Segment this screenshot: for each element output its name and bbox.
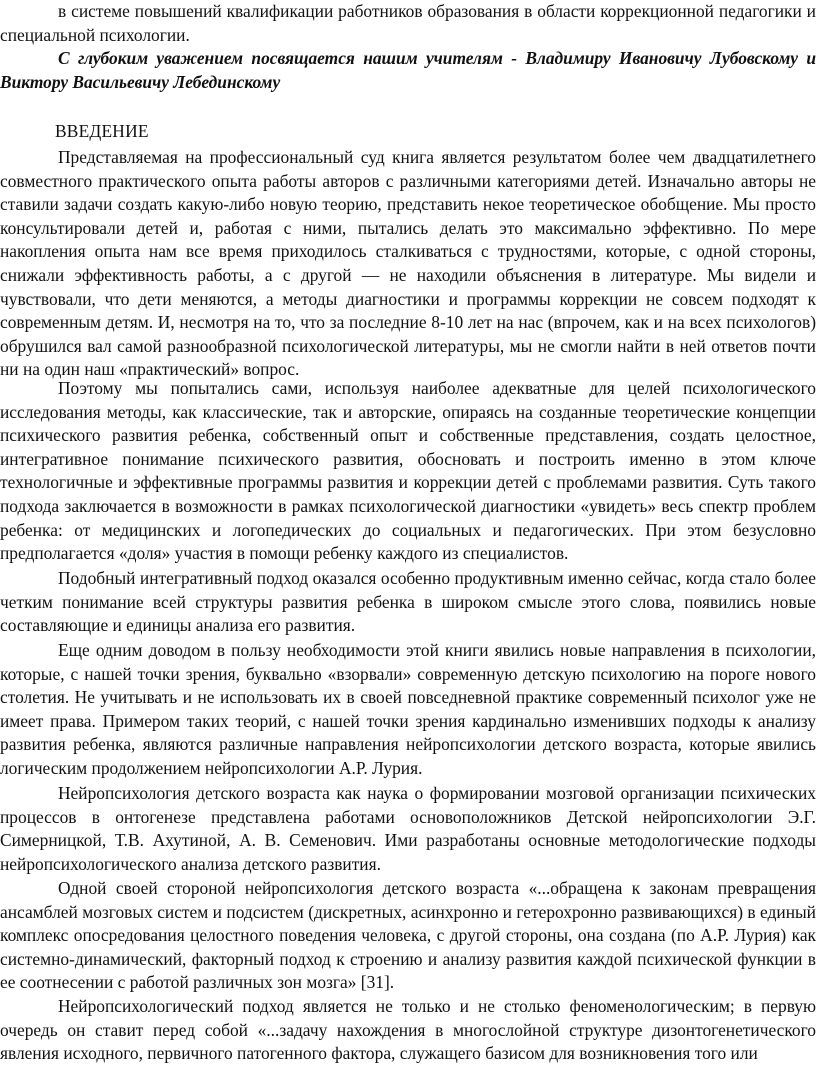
paragraph-6: Одной своей стороной нейропсихология детского возраста «...обращена к законам превращения ансамблей мозговых систем и подсистем (дискретных, асинхронно и гетерохронно развивающихся) в единый комплекс опосредования целостного поведения человека, с другой стороны, она создана (по А.Р. Лурия) как системно-динамический, факторный подход к строению и анализу развития каждой психической функции в ее соотнесении с работой различных зон мозга» [31]. xyxy=(0,878,816,993)
section-heading: ВВЕДЕНИЕ xyxy=(55,121,149,141)
dedication-lead: С xyxy=(58,48,70,68)
paragraph-5: Нейропсихология детского возраста как наука о формировании мозговой организации психических процессов в онтогенезе представлена работами основоположников Детской нейропсихологии Э.Г. Симерницкой, Т.В. Ахутиной, А. В. Семенович. Ими разработаны основные методологические подходы нейропсихологического анализа детского развития. xyxy=(0,783,816,874)
paragraph-7: Нейропсихологический подход является не только и не столько феноменологическим; в первую очередь он ставит перед собой «...задачу нахождения в многослойной структуре дизонтогенетического явления исходного, первичного патогенного фактора, служащего базисом для возникновения того или xyxy=(0,996,816,1064)
intro-fragment: в системе повышений квалификации работников образования в области коррекционной педагогики и специальной психологии. xyxy=(0,1,816,45)
paragraph-1: Представляемая на профессиональный суд книга является результатом более чем двадцатилетнего совместного практического опыта работы авторов с различными категориями детей. Изначально авторы не ставили задачи создать какую-либо новую теорию, представить некое теоретическое обобщение. Мы просто консультировали детей и, работая с ними, пытались делать это максимально эффективно. По мере накопления опыта нам все время приходилось сталкиваться с трудностями, которые, с одной стороны, снижали эффективность работы, а с другой — не находили объяснения в литературе. Мы видели и чувствовали, что дети меняются, а методы диагностики и программы коррекции не совсем подходят к современным детям. И, несмотря на то, что за последние 8-10 лет на нас (впрочем, как и на всех психологов) обрушился вал самой разнообразной психологической литературы, мы не смогли найти в ней ответов почти ни на один наш «практический» вопрос. xyxy=(0,147,816,380)
paragraph-2: Поэтому мы попытались сами, используя наиболее адекватные для целей психологического исследования методы, как классические, так и авторские, опираясь на созданные теоретические концепции психического развития ребенка, собственный опыт и собственные представления, создать целостное, интегративное понимание психического развития, обосновать и построить именно в этом ключе технологичные и эффективные программы развития и коррекции детей с проблемами развития. Суть такого подхода заключается в возможности в рамках психологической диагностики «увидеть» весь спектр проблем ребенка: от медицинских и логопедических до социальных и педагогических. При этом безусловно предполагается «доля» участия в помощи ребенку каждого из специалистов. xyxy=(0,378,816,564)
paragraph-4: Еще одним доводом в пользу необходимости этой книги явились новые направления в психологии, которые, с нашей точки зрения, буквально «взорвали» современную детскую психологию на пороге нового столетия. Не учитывать и не использовать их в своей повседневной практике современный психолог уже не имеет права. Примером таких теорий, с нашей точки зрения кардинально изменивших подходы к анализу развития ребенка, являются различные направления нейропсихологии детского возраста, которые явились логическим продолжением нейропсихологии А.Р. Лурия. xyxy=(0,640,816,778)
dedication-text: глубоким уважением посвящается нашим учителям - Владимиру Ивановичу Лубовскому и Виктору Васильевичу Лебединскому xyxy=(0,48,816,92)
dedication xyxy=(0,47,816,94)
paragraph-3: Подобный интегративный подход оказался особенно продуктивным именно сейчас, когда стало более четким понимание всей структуры развития ребенка в широком смысле этого слова, появились новые составляющие и единицы анализа его развития. xyxy=(0,568,816,636)
